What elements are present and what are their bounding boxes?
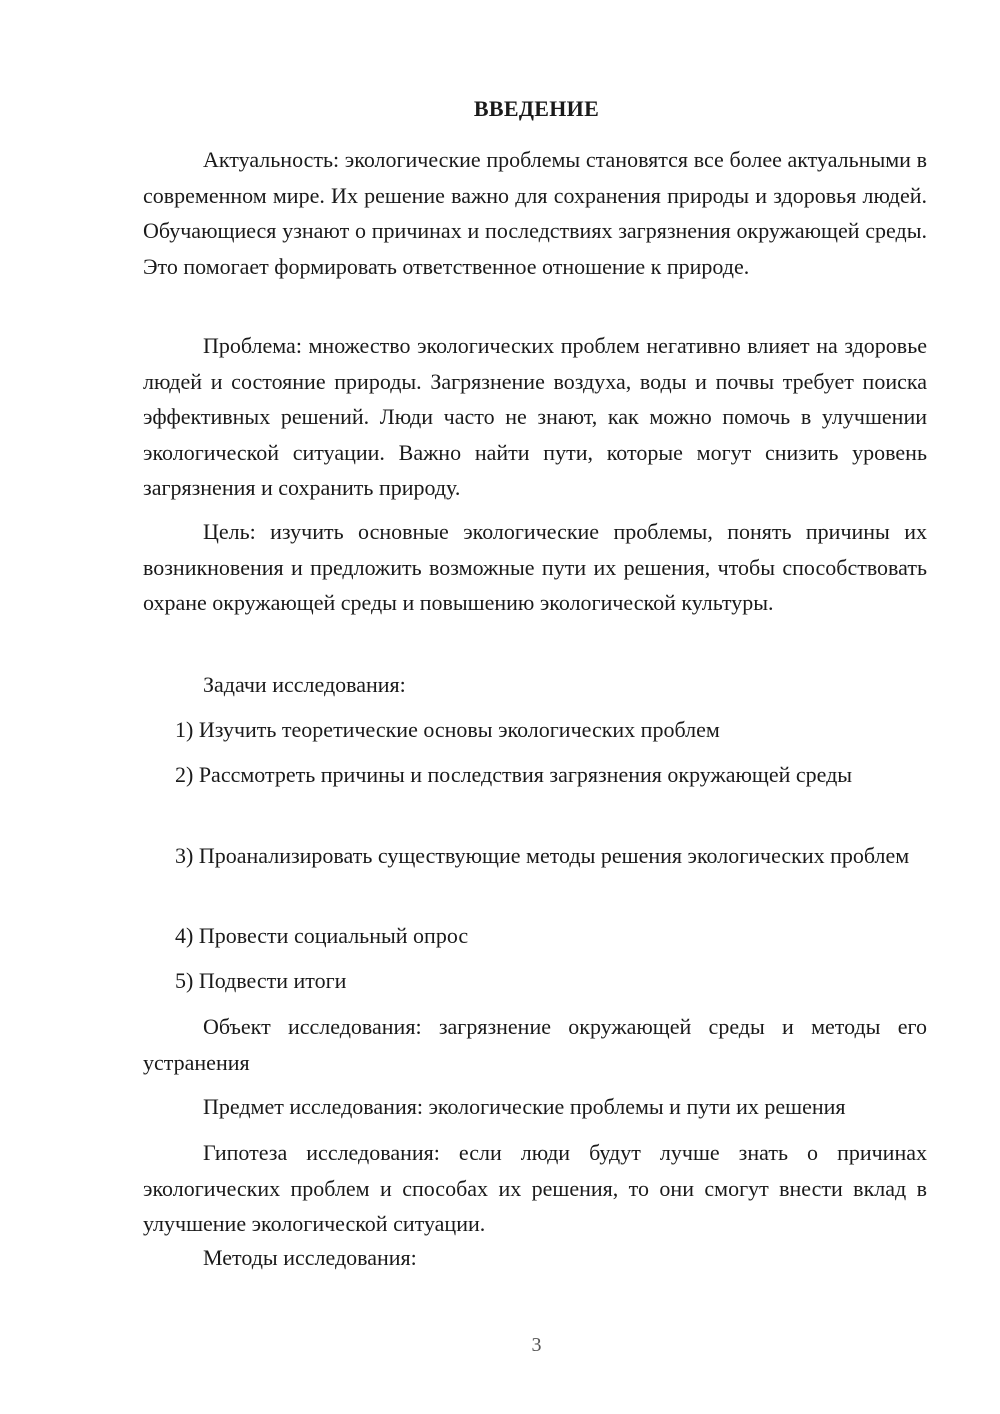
task-item: 5) Подвести итоги [175,968,347,993]
paragraph-hypothesis: Гипотеза исследования: если люди будут лучше знать о причинах экологических проблем и способах их решения, то они смогут внести вклад в улучшение экологической ситуации. [143,1140,927,1236]
task-item: 1) Изучить теоретические основы экологических проблем [175,717,720,742]
paragraph-problem: Проблема: множество экологических проблем негативно влияет на здоровье людей и состояние природы. Загрязнение воздуха, воды и почвы требует поиска эффективных решений. Люди часто не знают, как можно помочь в улучшении экологической ситуации. Важно найти пути, которые могут снизить уровень загрязнения и сохранить природу. [143,333,927,500]
paragraph-relevance: Актуальность: экологические проблемы становятся все более актуальными в современном мире. Их решение важно для сохранения природы и здоровья людей. Обучающиеся узнают о причинах и последствиях загрязнения окружающей среды. Это помогает формировать ответственное отношение к природе. [143,147,927,279]
task-item: 4) Провести социальный опрос [175,923,469,948]
paragraph-subject: Предмет исследования: экологические проблемы и пути их решения [203,1094,846,1119]
paragraph-goal: Цель: изучить основные экологические проблемы, понять причины их возникновения и предложить возможные пути их решения, чтобы способствовать охране окружающей среды и повышению экологической культуры. [143,519,927,615]
tasks-heading: Задачи исследования: [203,672,406,697]
page-title: ВВЕДЕНИЕ [473,96,600,121]
task-item: 2) Рассмотреть причины и последствия загрязнения окружающей среды [175,762,853,787]
paragraph-object: Объект исследования: загрязнение окружающей среды и методы его устранения [143,1014,927,1075]
methods-heading: Методы исследования: [203,1245,417,1270]
page-number: 3 [531,1334,542,1356]
task-item: 3) Проанализировать существующие методы решения экологических проблем [175,843,910,868]
